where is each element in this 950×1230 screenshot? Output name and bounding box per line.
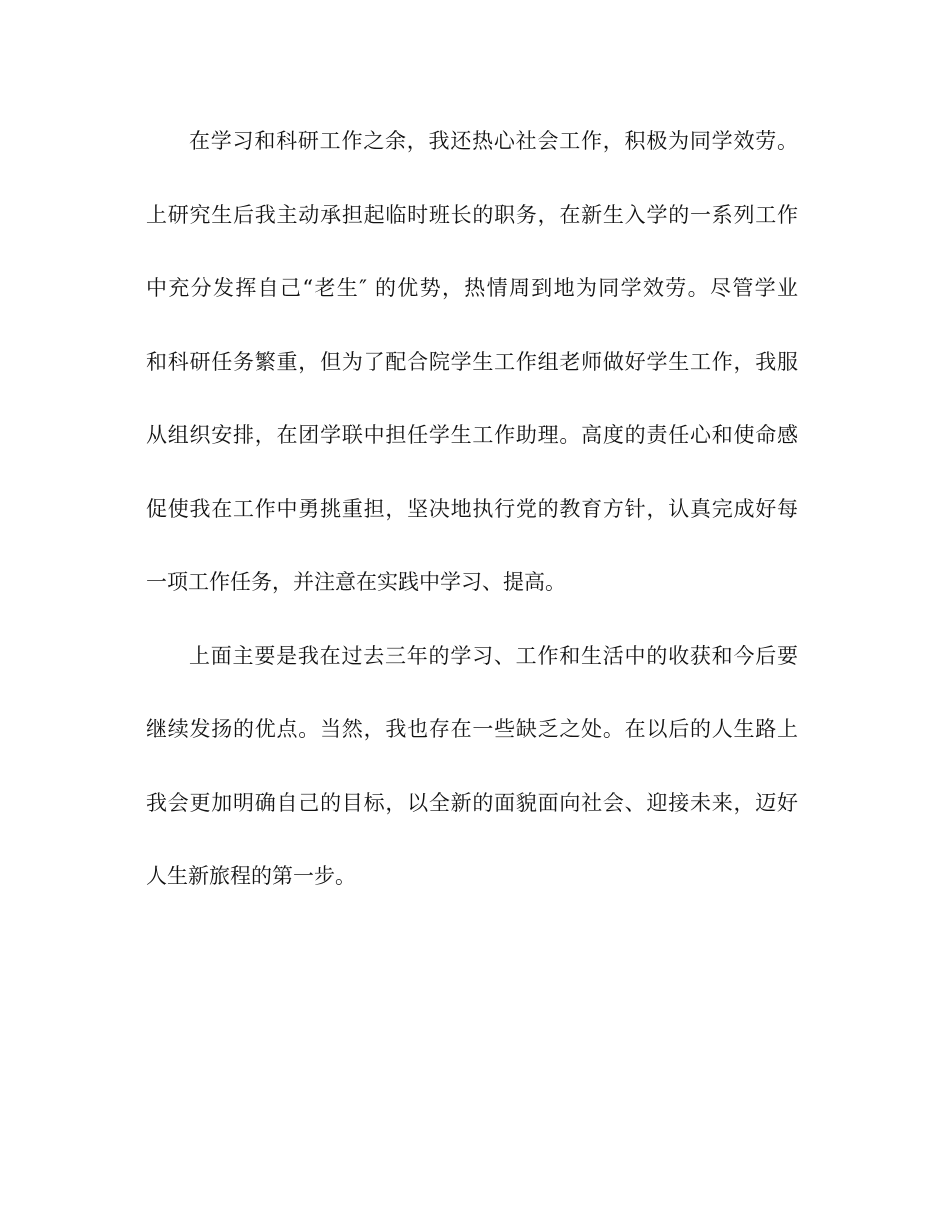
paragraph-line: 一项工作任务，并注意在实践中学习、提高。 bbox=[146, 570, 566, 594]
paragraph-line: 上研究生后我主动承担起临时班长的职务，在新生入学的一系列工作 bbox=[146, 202, 798, 227]
paragraph-line: 和科研任务繁重，但为了配合院学生工作组老师做好学生工作，我服 bbox=[146, 349, 798, 374]
paragraph-1 bbox=[146, 120, 798, 635]
paragraph-line: 在学习和科研工作之余，我还热心社会工作，积极为同学效劳。 bbox=[189, 129, 798, 153]
paragraph-2 bbox=[146, 635, 798, 929]
paragraph-line: 中充分发挥自己“老生″ 的优势，热情周到地为同学效劳。尽管学业 bbox=[146, 276, 798, 300]
paragraph-line: 人生新旅程的第一步。 bbox=[146, 864, 356, 888]
paragraph-line: 我会更加明确自己的目标，以全新的面貌面向社会、迎接未来，迈好 bbox=[146, 790, 798, 815]
paragraph-line: 继续发扬的优点。当然，我也存在一些缺乏之处。在以后的人生路上 bbox=[146, 717, 798, 741]
paragraph-line: 促使我在工作中勇挑重担，坚决地执行党的教育方针，认真完成好每 bbox=[146, 496, 798, 521]
paragraph-line: 从组织安排，在团学联中担任学生工作助理。高度的责任心和使命感 bbox=[146, 423, 798, 447]
document-body bbox=[146, 120, 798, 929]
paragraph-line: 上面主要是我在过去三年的学习、工作和生活中的收获和今后要 bbox=[189, 643, 798, 668]
